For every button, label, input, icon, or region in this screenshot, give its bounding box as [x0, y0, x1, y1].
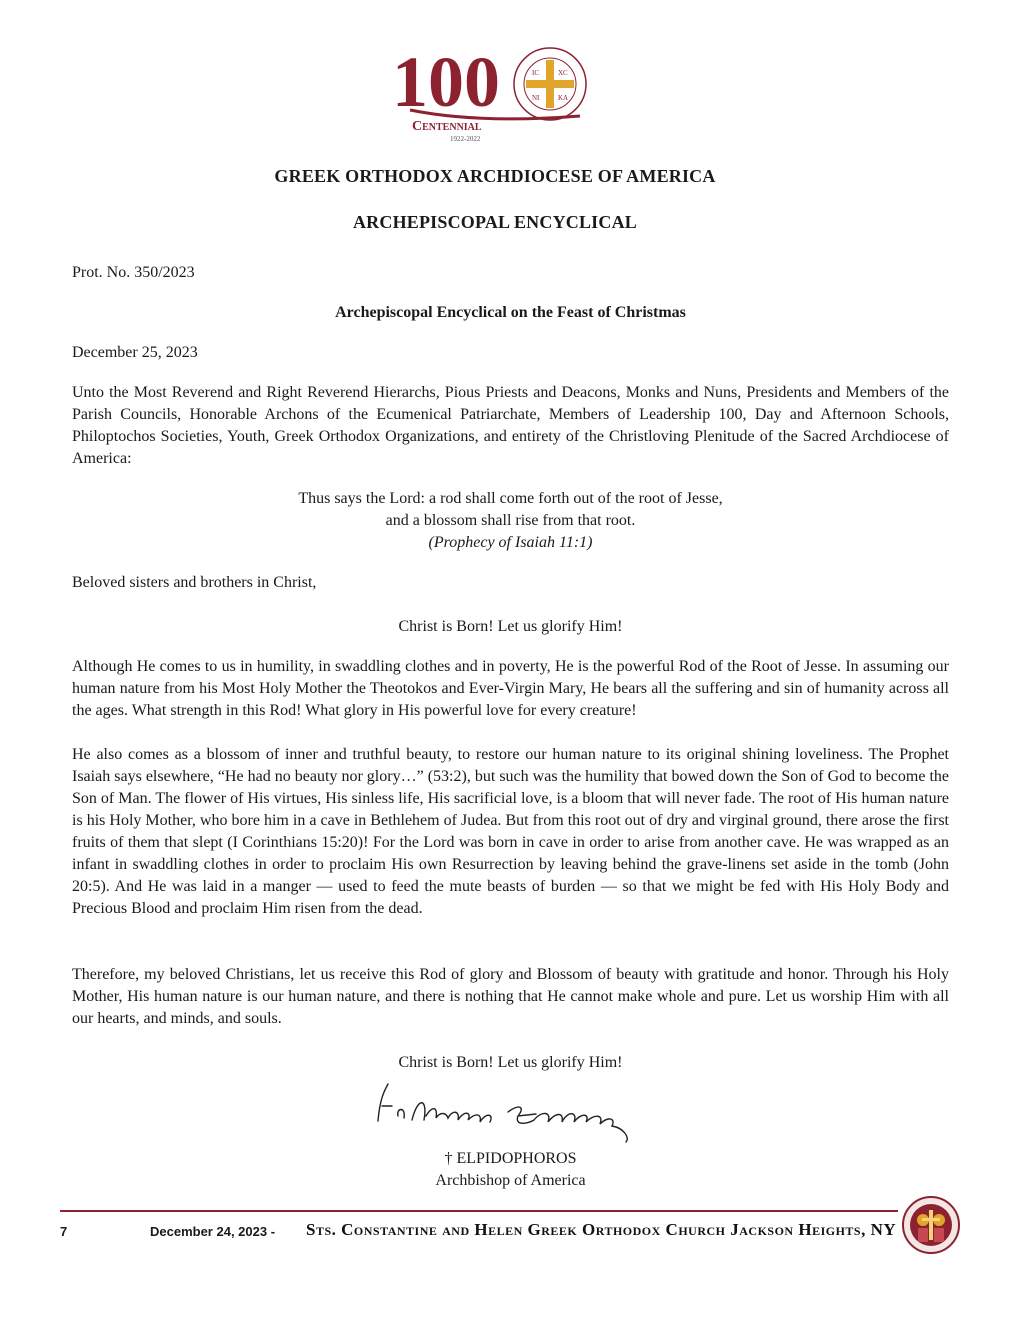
closing-greeting: Christ is Born! Let us glorify Him!: [398, 1054, 623, 1071]
svg-text:NI: NI: [532, 94, 540, 102]
address-paragraph: Unto the Most Reverend and Right Reverend Hierarchs, Pious Priests and Deacons, Monks and Nuns, Presidents and Members of the Parish Councils, Honorable Archons of the Ecumenical Patriarchate, Members of Leadership 100, Day and Afternoon Schools, Philoptochos Societies, Youth, Greek Orthodox Organizations, and entirety of the Christloving Plenitude of the Sacred Archdiocese of America:: [72, 384, 949, 467]
signer-name: † ELPIDOPHOROS: [444, 1150, 577, 1167]
centennial-logo: [390, 44, 610, 146]
document-type-heading: ARCHEPISCOPAL ENCYCLICAL: [352, 212, 637, 232]
church-seal-icon: [902, 1196, 960, 1254]
page-number: 7: [60, 1224, 68, 1239]
footer-divider: [60, 1210, 898, 1212]
scripture-quote-line1: Thus says the Lord: a rod shall come forth out of the root of Jesse,: [298, 490, 723, 507]
body-paragraph-1: Although He comes to us in humility, in swaddling clothes and in poverty, He is the powerful Rod of the Root of Jesse. In assuming our human nature from his Most Holy Mother the Theotokos and Ever-Virgin Mary, He bears all the suffering and sin of humanity across all the ages. What strength in this Rod! What glory in His powerful love for every creature!: [72, 658, 949, 719]
christmas-greeting: Christ is Born! Let us glorify Him!: [398, 618, 623, 635]
body-paragraph-3: Therefore, my beloved Christians, let us receive this Rod of glory and Blossom of beauty with gratitude and honor. Through his Holy Mother, His human nature is our human nature, and there is nothing that He cannot make whole and pure. Let us worship Him with all our hearts, and minds, and souls.: [72, 966, 949, 1027]
footer-date: December 24, 2023 -: [150, 1224, 276, 1239]
encyclical-subject: Archepiscopal Encyclical on the Feast of Christmas: [335, 304, 686, 321]
protocol-number: Prot. No. 350/2023: [72, 264, 195, 281]
svg-text:IC: IC: [532, 69, 539, 77]
logo-years: 1922-2022: [450, 135, 481, 143]
svg-text:XC: XC: [558, 69, 568, 77]
logo-centennial-word: Centennial: [412, 119, 482, 134]
footer-church-name: Sts. Constantine and Helen Greek Orthodox Church Jackson Heights, NY: [306, 1220, 897, 1239]
signer-title: Archbishop of America: [435, 1172, 586, 1189]
body-paragraph-2: He also comes as a blossom of inner and truthful beauty, to restore our human nature to its original shining loveliness. The Prophet Isaiah says elsewhere, “He had no beauty nor glory…” (53:2), but such was the humility that bowed down the Son of God to become the Son of Man. The flower of His virtues, His sinless life, His sacrificial love, is a bloom that will never fade. The root of His human nature is his Holy Mother, who bore him in a cave in Bethlehem of Judea. But from this root out of dry and virginal ground, there arose the first fruits of them that slept (I Corinthians 15:20)! For the Lord was born in cave in order to arise from another cave. He was wrapped as an infant in swaddling clothes in order to proclaim His own Resurrection by leaving behind the grave-linens set aside in the tomb (John 20:5). And He was laid in a manger — used to feed the mute beasts of burden — so that we might be fed with His Holy Body and Precious Blood and proclaim Him risen from the dead.: [72, 746, 949, 917]
salutation: Beloved sisters and brothers in Christ,: [72, 574, 317, 591]
org-heading: GREEK ORTHODOX ARCHDIOCESE OF AMERICA: [274, 166, 716, 186]
encyclical-date: December 25, 2023: [72, 344, 198, 361]
handwritten-signature: [368, 1076, 640, 1146]
logo-numeral: 100: [392, 44, 500, 122]
scripture-quote-source: (Prophecy of Isaiah 11:1): [428, 534, 593, 551]
scripture-quote-line2: and a blossom shall rise from that root.: [385, 512, 636, 529]
svg-text:KA: KA: [558, 94, 569, 102]
